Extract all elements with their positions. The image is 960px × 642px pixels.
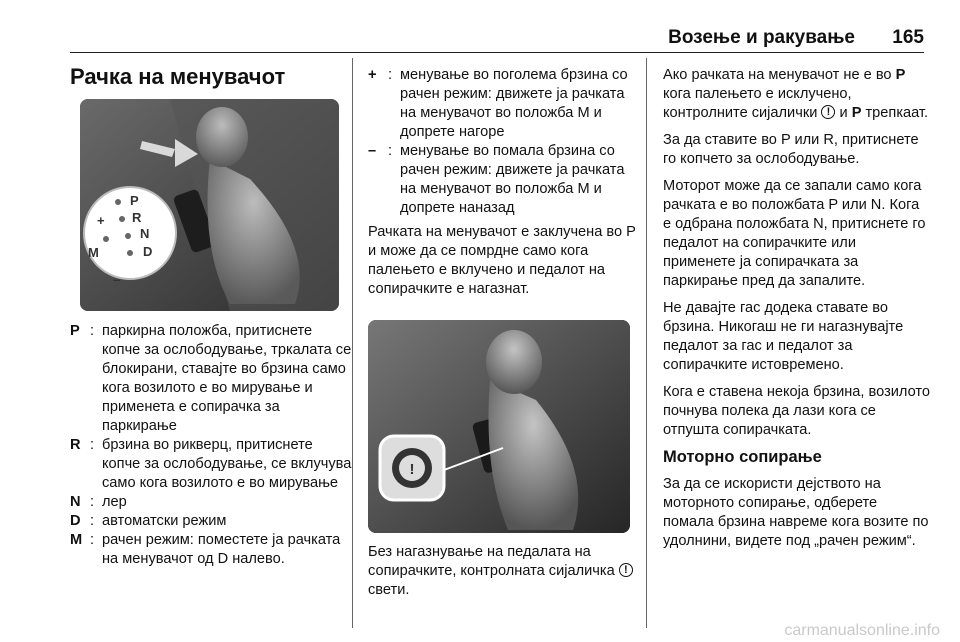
engine-braking-heading: Моторно сопирање	[663, 448, 822, 466]
right-text: и	[839, 105, 848, 121]
position-desc: автоматски режим	[102, 513, 227, 529]
lock-paragraph	[368, 223, 636, 307]
position-key: N	[70, 494, 81, 510]
column-divider-1	[352, 58, 353, 628]
pattern-label-p: P	[130, 193, 139, 208]
position-row-n: N : лер	[70, 493, 352, 512]
release-text: За да ставите во P или R, притиснете го копчето за ослободување.	[663, 132, 919, 167]
position-row-r: R : брзина во рикверц, притиснете копче за ослободување, се вклучува само кога возилото е во мирување	[70, 437, 352, 491]
gear-selector-figure	[80, 99, 339, 311]
pattern-label-r: R	[132, 210, 142, 225]
start-text: Моторот може да се запали само кога рачката е во положбата P или N. Кога е одбрана положбата N, притиснете го педалот на сопирачките или применете ја сопирачката за паркирање пред да запалите.	[663, 178, 926, 289]
gear-selector-illustration	[80, 99, 339, 311]
position-row-d: D : автоматски режим	[70, 512, 352, 531]
pattern-label-minus: –	[113, 272, 121, 287]
section-title: Рачка на менувачот	[70, 64, 286, 89]
position-key: D	[70, 513, 81, 529]
column-divider-2	[646, 58, 647, 628]
pattern-label-d: D	[143, 244, 153, 259]
position-row-p: P : паркирна положба, притиснете копче за ослободување, тркалата се блокирани, ставајте во брзина само кога возилото е во мирување и применета е сопирачка за паркирање	[70, 323, 352, 434]
right-text: Ако рачката на менувачот не е во	[663, 67, 892, 83]
pattern-label-m: M	[88, 245, 99, 260]
creep-text: Кога е ставена некоја брзина, возилото почнува полека да лази кога се отпушта сопирачката.	[663, 384, 931, 438]
brake-warning-icon	[821, 105, 835, 119]
position-desc: брзина во рикверц, притиснете копче за ослободување, се вклучува само кога возилото е во мирување	[102, 437, 352, 491]
brake-indicator-figure	[368, 320, 630, 533]
header-rule	[70, 52, 924, 53]
no-gas-text: Не давајте гас додека ставате во брзина. Никогаш не ги нагазнувајте педалот за гас и педалот за сопирачките истовремено.	[663, 300, 904, 373]
position-desc: паркирна положба, притиснете копче за ослободување, тркалата се блокирани, ставајте во брзина само кога возилото е во мирување и применета е сопирачка за паркирање	[102, 323, 352, 434]
brake-warning-icon	[619, 563, 633, 577]
shift-mode-row-down: – : менување во помала брзина со рачен режим: движете ја рачката на менувачот во положба M и допрете наназад	[368, 142, 636, 218]
shift-key: –	[368, 143, 377, 159]
position-key: R	[70, 437, 81, 453]
pattern-label-plus: +	[97, 213, 105, 228]
gear-letter: P	[851, 105, 862, 121]
watermark: carmanualsonline.info	[784, 622, 940, 639]
right-text: трепкаат.	[865, 105, 929, 121]
gear-letter: P	[895, 67, 906, 83]
position-desc: рачен режим: поместете ја рачката на менувачот од D налево.	[102, 532, 341, 567]
right-text: кога палењето е исклучено, контролните сијалички	[663, 86, 852, 121]
shift-mode-row-up: + : менување во поголема брзина со рачен режим: движете ја рачката на менувачот во положба M и допрете нагоре	[368, 66, 636, 142]
header-title: Возење и ракување	[668, 27, 855, 48]
brake-light-text-end: свети.	[368, 582, 410, 598]
page-number: 165	[892, 27, 924, 48]
position-desc: лер	[102, 494, 127, 510]
engine-braking-text: За да се искористи дејството на моторното сопирање, одберете помала брзина навреме кога возите по удолнини, видете под „рачен режим“.	[663, 476, 929, 549]
right-column	[663, 66, 931, 559]
brake-indicator-illustration	[368, 320, 630, 533]
lock-text: Рачката на менувачот е заклучена во P и може да се помрдне само кога палењето е вклучено и педалот на сопирачките е нагазнат.	[368, 224, 636, 297]
shift-key: +	[368, 67, 377, 83]
position-key: M	[70, 532, 83, 548]
shift-desc: менување во поголема брзина со рачен режим: движете ја рачката на менувачот во положба M и допрете нагоре	[400, 67, 628, 140]
svg-text:!: !	[409, 461, 415, 478]
brake-light-text: Без нагазнување на педалата на сопирачките, контролната сијаличка	[368, 544, 615, 579]
position-key: P	[70, 323, 80, 339]
pattern-label-n: N	[140, 226, 150, 241]
position-row-m: M : рачен режим: поместете ја рачката на менувачот од D налево.	[70, 531, 352, 569]
position-list	[70, 322, 352, 569]
shift-desc: менување во помала брзина со рачен режим: движете ја рачката на менувачот во положба M и допрете наназад	[400, 143, 625, 216]
brake-light-paragraph	[368, 543, 636, 608]
shift-mode-list	[368, 66, 636, 218]
